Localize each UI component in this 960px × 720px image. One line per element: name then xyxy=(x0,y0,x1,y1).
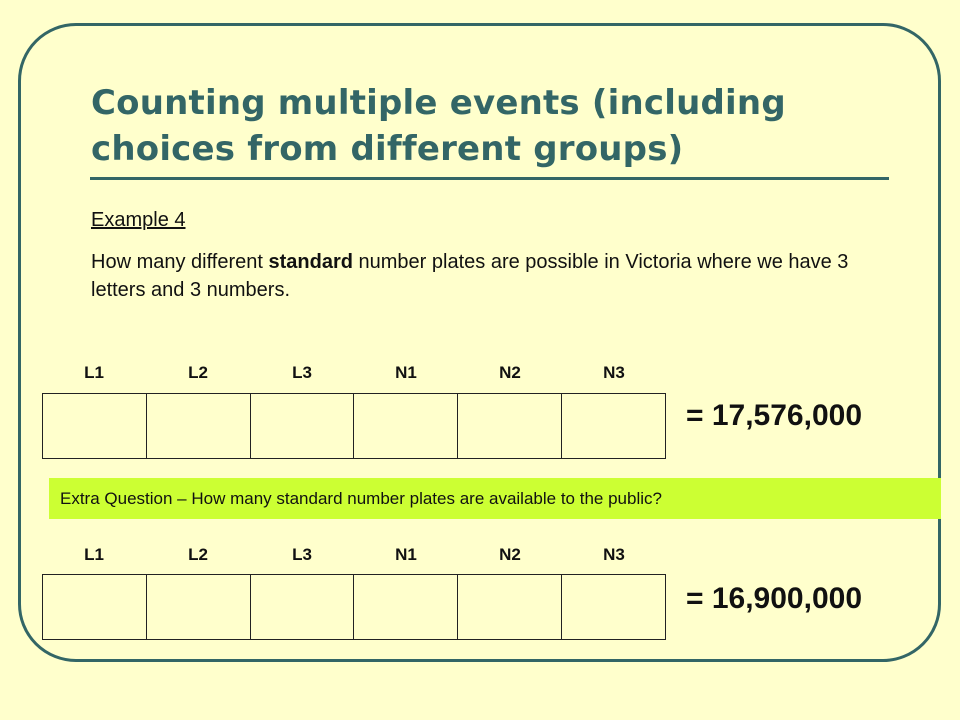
plate-header-n1: N1 xyxy=(395,545,417,564)
plate-box xyxy=(562,394,665,458)
plate-headers-1 xyxy=(42,363,666,385)
plate-box xyxy=(147,394,251,458)
plate-header-n3: N3 xyxy=(603,545,625,564)
plate-box xyxy=(43,394,147,458)
plate-boxes-1 xyxy=(42,393,666,459)
plate-header-l2: L2 xyxy=(188,545,208,564)
plate-box xyxy=(354,394,458,458)
plate-header-l1: L1 xyxy=(84,545,104,564)
plate-header-n3: N3 xyxy=(603,363,625,382)
question-text xyxy=(91,248,851,304)
plate-header-l3: L3 xyxy=(292,363,312,382)
plate-box xyxy=(562,575,665,639)
example-label: Example 4 xyxy=(91,209,186,231)
plate-box xyxy=(458,394,562,458)
plate-box xyxy=(251,575,355,639)
plate-box xyxy=(147,575,251,639)
answer-1: = 17,576,000 xyxy=(686,399,863,432)
question-text-after: number plates are possible in Victoria where we have 3 letters and 3 numbers. xyxy=(91,251,849,301)
plate-header-n2: N2 xyxy=(499,363,521,382)
plate-header-l3: L3 xyxy=(292,545,312,564)
plate-box xyxy=(354,575,458,639)
plate-header-l2: L2 xyxy=(188,363,208,382)
plate-box xyxy=(458,575,562,639)
title-underline xyxy=(90,177,889,180)
answer-2: = 16,900,000 xyxy=(686,582,863,615)
slide-title: Counting multiple events (including choices from different groups) xyxy=(91,83,786,169)
plate-header-n1: N1 xyxy=(395,363,417,382)
question-text-before: How many different xyxy=(91,251,269,273)
plate-header-n2: N2 xyxy=(499,545,521,564)
plate-box xyxy=(251,394,355,458)
extra-question-banner: Extra Question – How many standard number plates are available to the public? xyxy=(49,478,941,519)
plate-boxes-2 xyxy=(42,574,666,640)
plate-headers-2 xyxy=(42,545,666,567)
plate-header-l1: L1 xyxy=(84,363,104,382)
plate-box xyxy=(43,575,147,639)
question-text-emphasis: standard xyxy=(268,251,353,273)
